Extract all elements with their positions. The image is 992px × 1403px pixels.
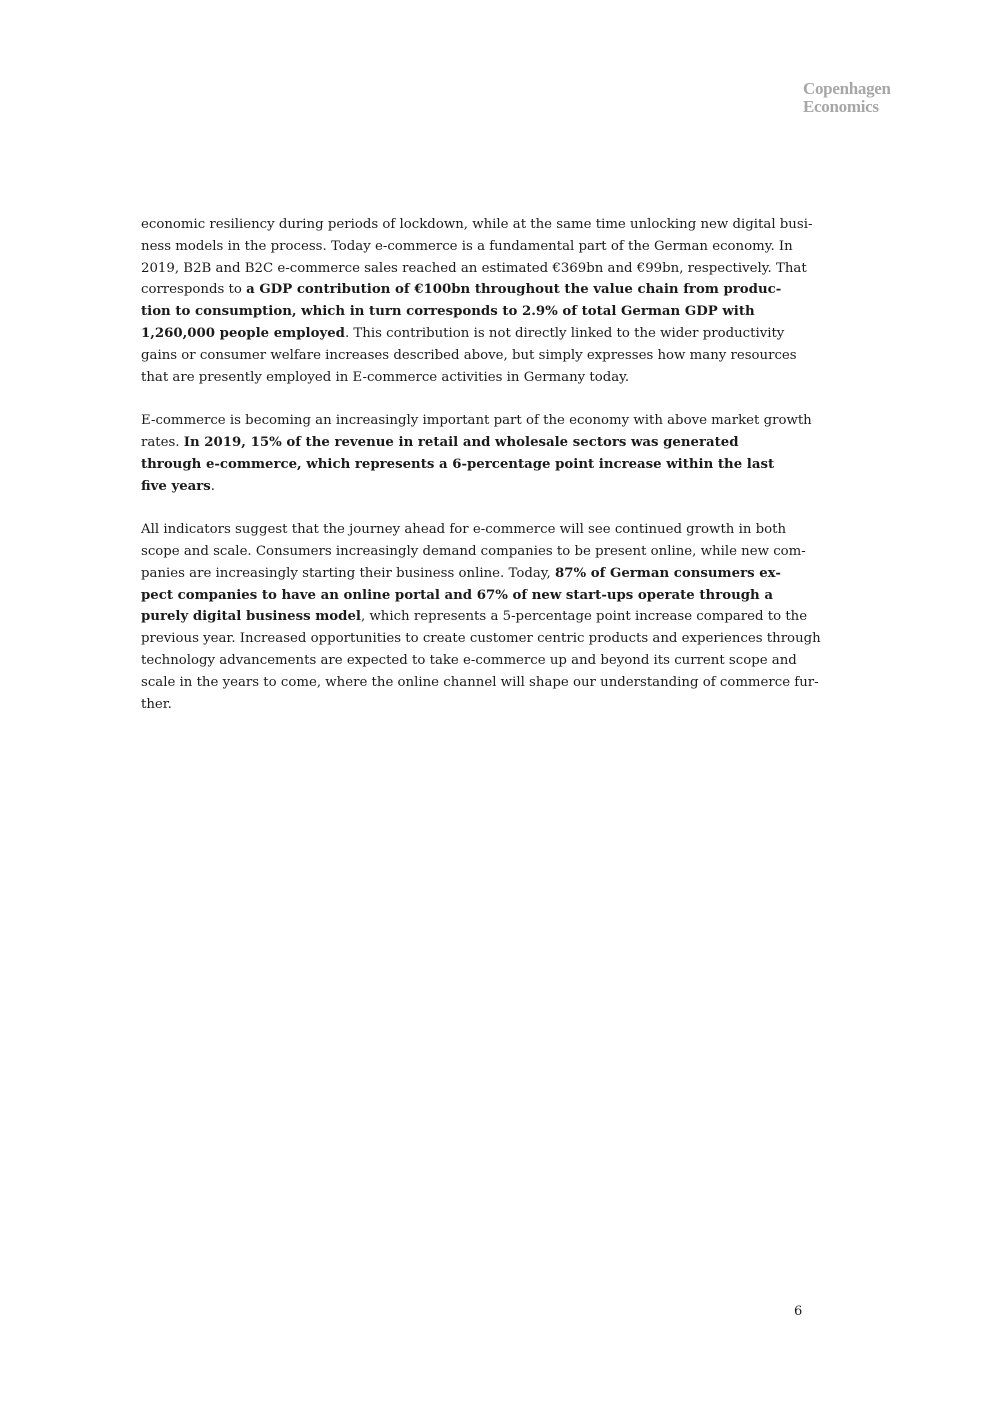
emphasis-text: through e-commerce, which represents a 6-percentage point increase within the last xyxy=(141,456,775,472)
text-segment: corresponds to xyxy=(141,282,247,298)
text-segment: previous year. Increased opportunities to create customer centric products and experiences through xyxy=(141,631,821,647)
text-line xyxy=(141,258,807,280)
text-line xyxy=(141,476,803,498)
text-segment: scope and scale. Consumers increasingly demand companies to be present online, while new com- xyxy=(141,543,806,559)
text-line xyxy=(141,367,803,389)
text-line xyxy=(141,279,803,301)
text-line xyxy=(141,694,803,716)
text-line xyxy=(141,454,803,476)
page-number: 6 xyxy=(794,1304,803,1319)
emphasis-text: pect companies to have an online portal and 67% of new start-ups operate through a xyxy=(141,587,773,603)
text-line xyxy=(141,541,806,563)
paragraph xyxy=(141,214,813,388)
emphasis-text: a GDP contribution of €100bn throughout the value chain from produc- xyxy=(246,282,782,298)
text-line xyxy=(141,628,821,650)
text-line xyxy=(141,650,803,672)
text-line xyxy=(141,301,803,323)
text-line xyxy=(141,606,808,628)
text-line xyxy=(141,214,813,236)
emphasis-text: tion to consumption, which in turn corresponds to 2.9% of total German GDP with xyxy=(141,304,755,320)
text-segment: . This contribution is not directly linked to the wider productivity xyxy=(344,325,785,341)
text-segment: gains or consumer welfare increases described above, but simply expresses how many resources xyxy=(141,347,797,363)
text-segment: technology advancements are expected to take e-commerce up and beyond its current scope and xyxy=(141,652,797,668)
text-segment: that are presently employed in E-commerce activities in Germany today. xyxy=(141,369,630,385)
emphasis-text: 1,260,000 people employed xyxy=(141,325,345,341)
text-line xyxy=(141,432,803,454)
text-segment: economic resiliency during periods of lockdown, while at the same time unlocking new digital busi- xyxy=(141,217,813,232)
text-segment: All indicators suggest that the journey ahead for e-commerce will see continued growth in both xyxy=(141,522,787,538)
text-segment: ness models in the process. Today e-commerce is a fundamental part of the German economy. In xyxy=(141,238,793,254)
paragraph xyxy=(141,519,821,715)
text-line xyxy=(141,585,803,607)
text-segment: scale in the years to come, where the online channel will shape our understanding of commerce fur- xyxy=(141,674,819,690)
text-line xyxy=(141,345,803,367)
emphasis-text: 87% of German consumers ex- xyxy=(554,565,781,581)
text-line xyxy=(141,236,803,258)
paragraph xyxy=(141,410,812,497)
text-segment: , which represents a 5-percentage point increase compared to the xyxy=(360,609,808,625)
text-line xyxy=(141,672,819,694)
text-segment: ther. xyxy=(141,696,172,712)
logo-line-2: Economics xyxy=(803,97,879,116)
text-line xyxy=(141,410,812,432)
text-segment: 2019, B2B and B2C e-commerce sales reached an estimated €369bn and €99bn, respectively. That xyxy=(141,260,807,276)
body-text xyxy=(141,214,821,737)
text-line xyxy=(141,563,803,585)
text-segment: rates. xyxy=(141,434,184,450)
text-segment: E-commerce is becoming an increasingly important part of the economy with above market growth xyxy=(141,413,812,429)
emphasis-text: five years xyxy=(141,478,211,494)
logo-line-1: Copenhagen xyxy=(803,79,891,98)
emphasis-text: purely digital business model xyxy=(141,609,361,625)
text-line xyxy=(141,323,803,345)
text-segment: . xyxy=(210,478,216,494)
text-line xyxy=(141,519,803,541)
emphasis-text: In 2019, 15% of the revenue in retail and wholesale sectors was generated xyxy=(183,434,739,450)
company-logo xyxy=(803,80,913,116)
text-segment: panies are increasingly starting their business online. Today, xyxy=(141,565,555,581)
